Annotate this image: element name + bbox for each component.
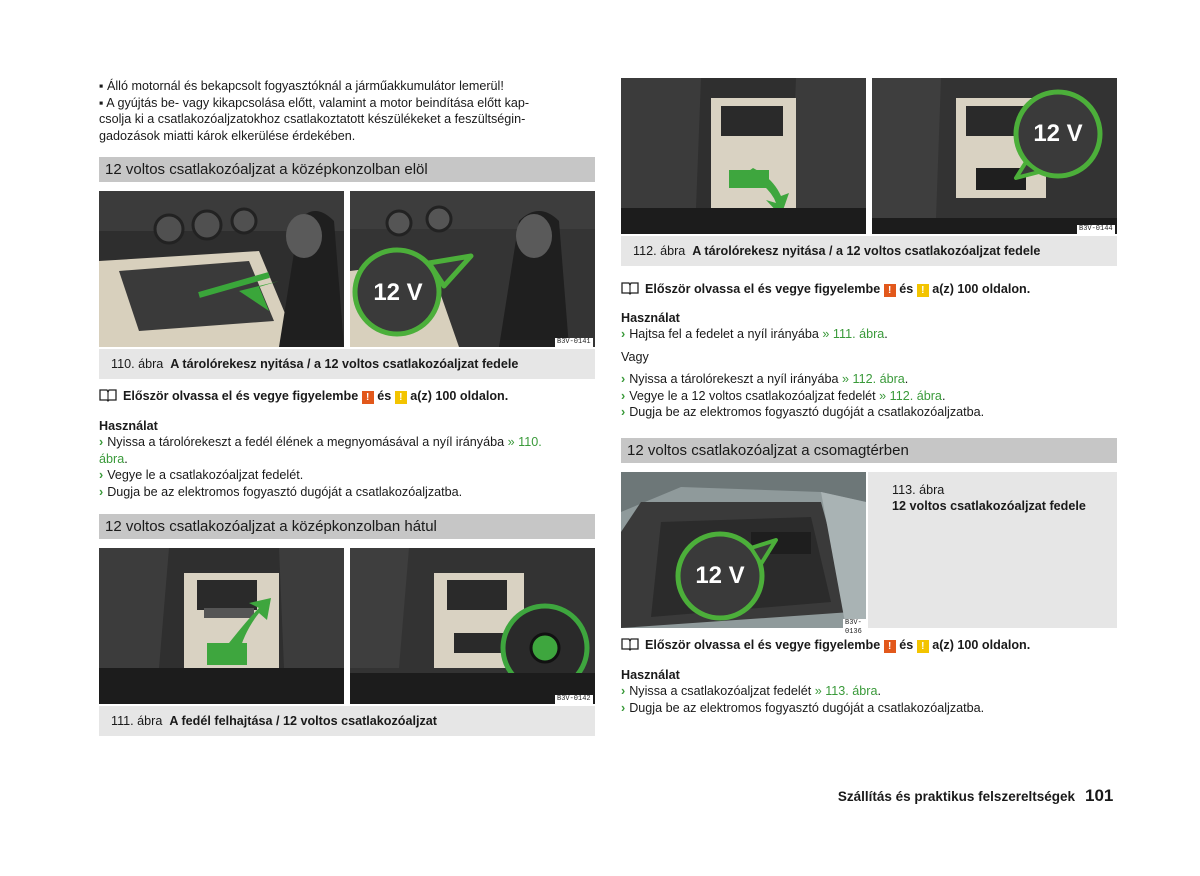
- step-item: › Nyissa a tárolórekeszt a fedél élének a megnyomásával a nyíl irányába » 110.: [99, 435, 542, 449]
- step-item: › Dugja be az elektromos fogyasztó dugóját a csatlakozóaljzatba.: [621, 700, 985, 715]
- reference-note-2: Először olvassa el és vegye figyelembe ! és ! a(z) 100 oldalon.: [621, 281, 1117, 298]
- figure-111-caption-number: 111. ábra: [111, 714, 163, 728]
- figure-110: [99, 191, 595, 347]
- figure-113-caption-text: 12 voltos csatlakozóaljzat fedele: [892, 499, 1086, 513]
- usage-heading: Használat: [621, 311, 680, 325]
- figure-112-illustration: [621, 78, 1117, 234]
- figure-111-illustration: [99, 548, 595, 704]
- figure-113-caption: [868, 472, 1117, 628]
- figure-link[interactable]: » 112. ábra: [879, 388, 942, 403]
- figure-link[interactable]: ábra: [99, 451, 125, 466]
- warning-yellow-icon: !: [917, 640, 929, 653]
- figure-110-badge: 12 V: [373, 279, 423, 306]
- warning-red-icon: !: [362, 391, 374, 404]
- figure-link[interactable]: » 113. ábra: [814, 684, 878, 698]
- figure-110-caption: [99, 349, 595, 379]
- reference-note-3: Először olvassa el és vegye figyelembe ! és ! a(z) 100 oldalon.: [621, 637, 1117, 654]
- usage-heading: Használat: [621, 668, 680, 682]
- figure-111-tag: B3V-0142: [557, 695, 591, 703]
- figure-111-caption-text: A fedél felhajtása / 12 voltos csatlakozóaljzat: [169, 714, 437, 728]
- step-item: › Dugja be az elektromos fogyasztó dugóját a csatlakozóaljzatba.: [621, 405, 985, 419]
- figure-113-badge: 12 V: [695, 562, 745, 589]
- book-icon: [621, 282, 639, 294]
- intro-notes: [99, 78, 595, 144]
- warning-yellow-icon: !: [917, 284, 929, 297]
- intro-bullet-2: ▪ A gyújtás be- vagy kikapcsolása előtt, valamint a motor beindítása előtt kap-: [99, 95, 530, 110]
- figure-112: [621, 78, 1117, 234]
- intro-bullet-1: ▪ Álló motornál és bekapcsolt fogyasztóknál a járműakkumulátor lemerül!: [99, 79, 504, 93]
- warning-red-icon: !: [884, 284, 896, 297]
- figure-111: [99, 548, 595, 704]
- step-item: › Nyissa a csatlakozóaljzat fedelét » 113. ábra.: [621, 684, 882, 698]
- figure-112-caption-text: A tárolórekesz nyitása / a 12 voltos csatlakozóaljzat fedele: [692, 244, 1041, 258]
- figure-111-caption: [99, 706, 595, 736]
- figure-113-illustration: [621, 472, 866, 628]
- step-item: › Vegye le a csatlakozóaljzat fedelét.: [99, 468, 304, 482]
- figure-110-tag: B3V-0141: [557, 338, 591, 346]
- reference-note-1: Először olvassa el és vegye figyelembe ! és ! a(z) 100 oldalon.: [99, 388, 595, 405]
- figure-link[interactable]: » 111. ábra: [822, 327, 885, 341]
- figure-113: [621, 472, 866, 636]
- figure-112-tag: B3V-0144: [1079, 225, 1113, 233]
- page-number: 101: [1085, 786, 1114, 805]
- intro-bullet-2-cont-2: gadozások miatti károk elkerülése érdekében.: [99, 128, 356, 143]
- usage-block-3: [621, 667, 1117, 716]
- figure-link[interactable]: » 110.: [507, 435, 542, 449]
- section-title-rear-socket: 12 voltos csatlakozóaljzat a középkonzolban hátul: [99, 514, 595, 539]
- warning-red-icon: !: [884, 640, 896, 653]
- usage-block-2: [621, 310, 1117, 421]
- footer-chapter: Szállítás és praktikus felszereltségek: [837, 789, 1075, 804]
- figure-110-caption-text: A tárolórekesz nyitása / a 12 voltos csatlakozóaljzat fedele: [170, 357, 519, 371]
- figure-113-tag: B3V-0136: [843, 619, 866, 637]
- figure-110-illustration: [99, 191, 595, 347]
- step-item: › Dugja be az elektromos fogyasztó dugóját a csatlakozóaljzatba.: [99, 484, 463, 499]
- book-icon: [99, 389, 117, 401]
- alternative-label: Vagy: [621, 349, 649, 364]
- usage-block-1: [99, 418, 595, 500]
- step-item-cont: ábra.: [99, 451, 128, 466]
- step-item: › Nyissa a tárolórekeszt a nyíl irányába » 112. ábra.: [621, 372, 909, 386]
- step-item: › Vegye le a 12 voltos csatlakozóaljzat fedelét » 112. ábra.: [621, 388, 946, 403]
- figure-113-caption-number: 113. ábra: [892, 483, 945, 497]
- figure-112-caption: [621, 236, 1117, 266]
- section-title-trunk-socket: 12 voltos csatlakozóaljzat a csomagtérben: [621, 438, 1117, 463]
- usage-heading: Használat: [99, 419, 158, 433]
- figure-112-badge: 12 V: [1033, 120, 1083, 147]
- step-item: › Hajtsa fel a fedelet a nyíl irányába » 111. ábra.: [621, 327, 888, 341]
- book-icon: [621, 638, 639, 650]
- section-title-front-socket: 12 voltos csatlakozóaljzat a középkonzolban elöl: [99, 157, 595, 182]
- figure-112-caption-number: 112. ábra: [633, 244, 686, 258]
- figure-link[interactable]: » 112. ábra: [842, 372, 905, 386]
- warning-yellow-icon: !: [395, 391, 407, 404]
- figure-110-caption-number: 110. ábra: [111, 357, 164, 371]
- intro-bullet-2-cont-1: csolja ki a csatlakozóaljzatokhoz csatlakoztatott készülékeket a feszültségin-: [99, 112, 526, 126]
